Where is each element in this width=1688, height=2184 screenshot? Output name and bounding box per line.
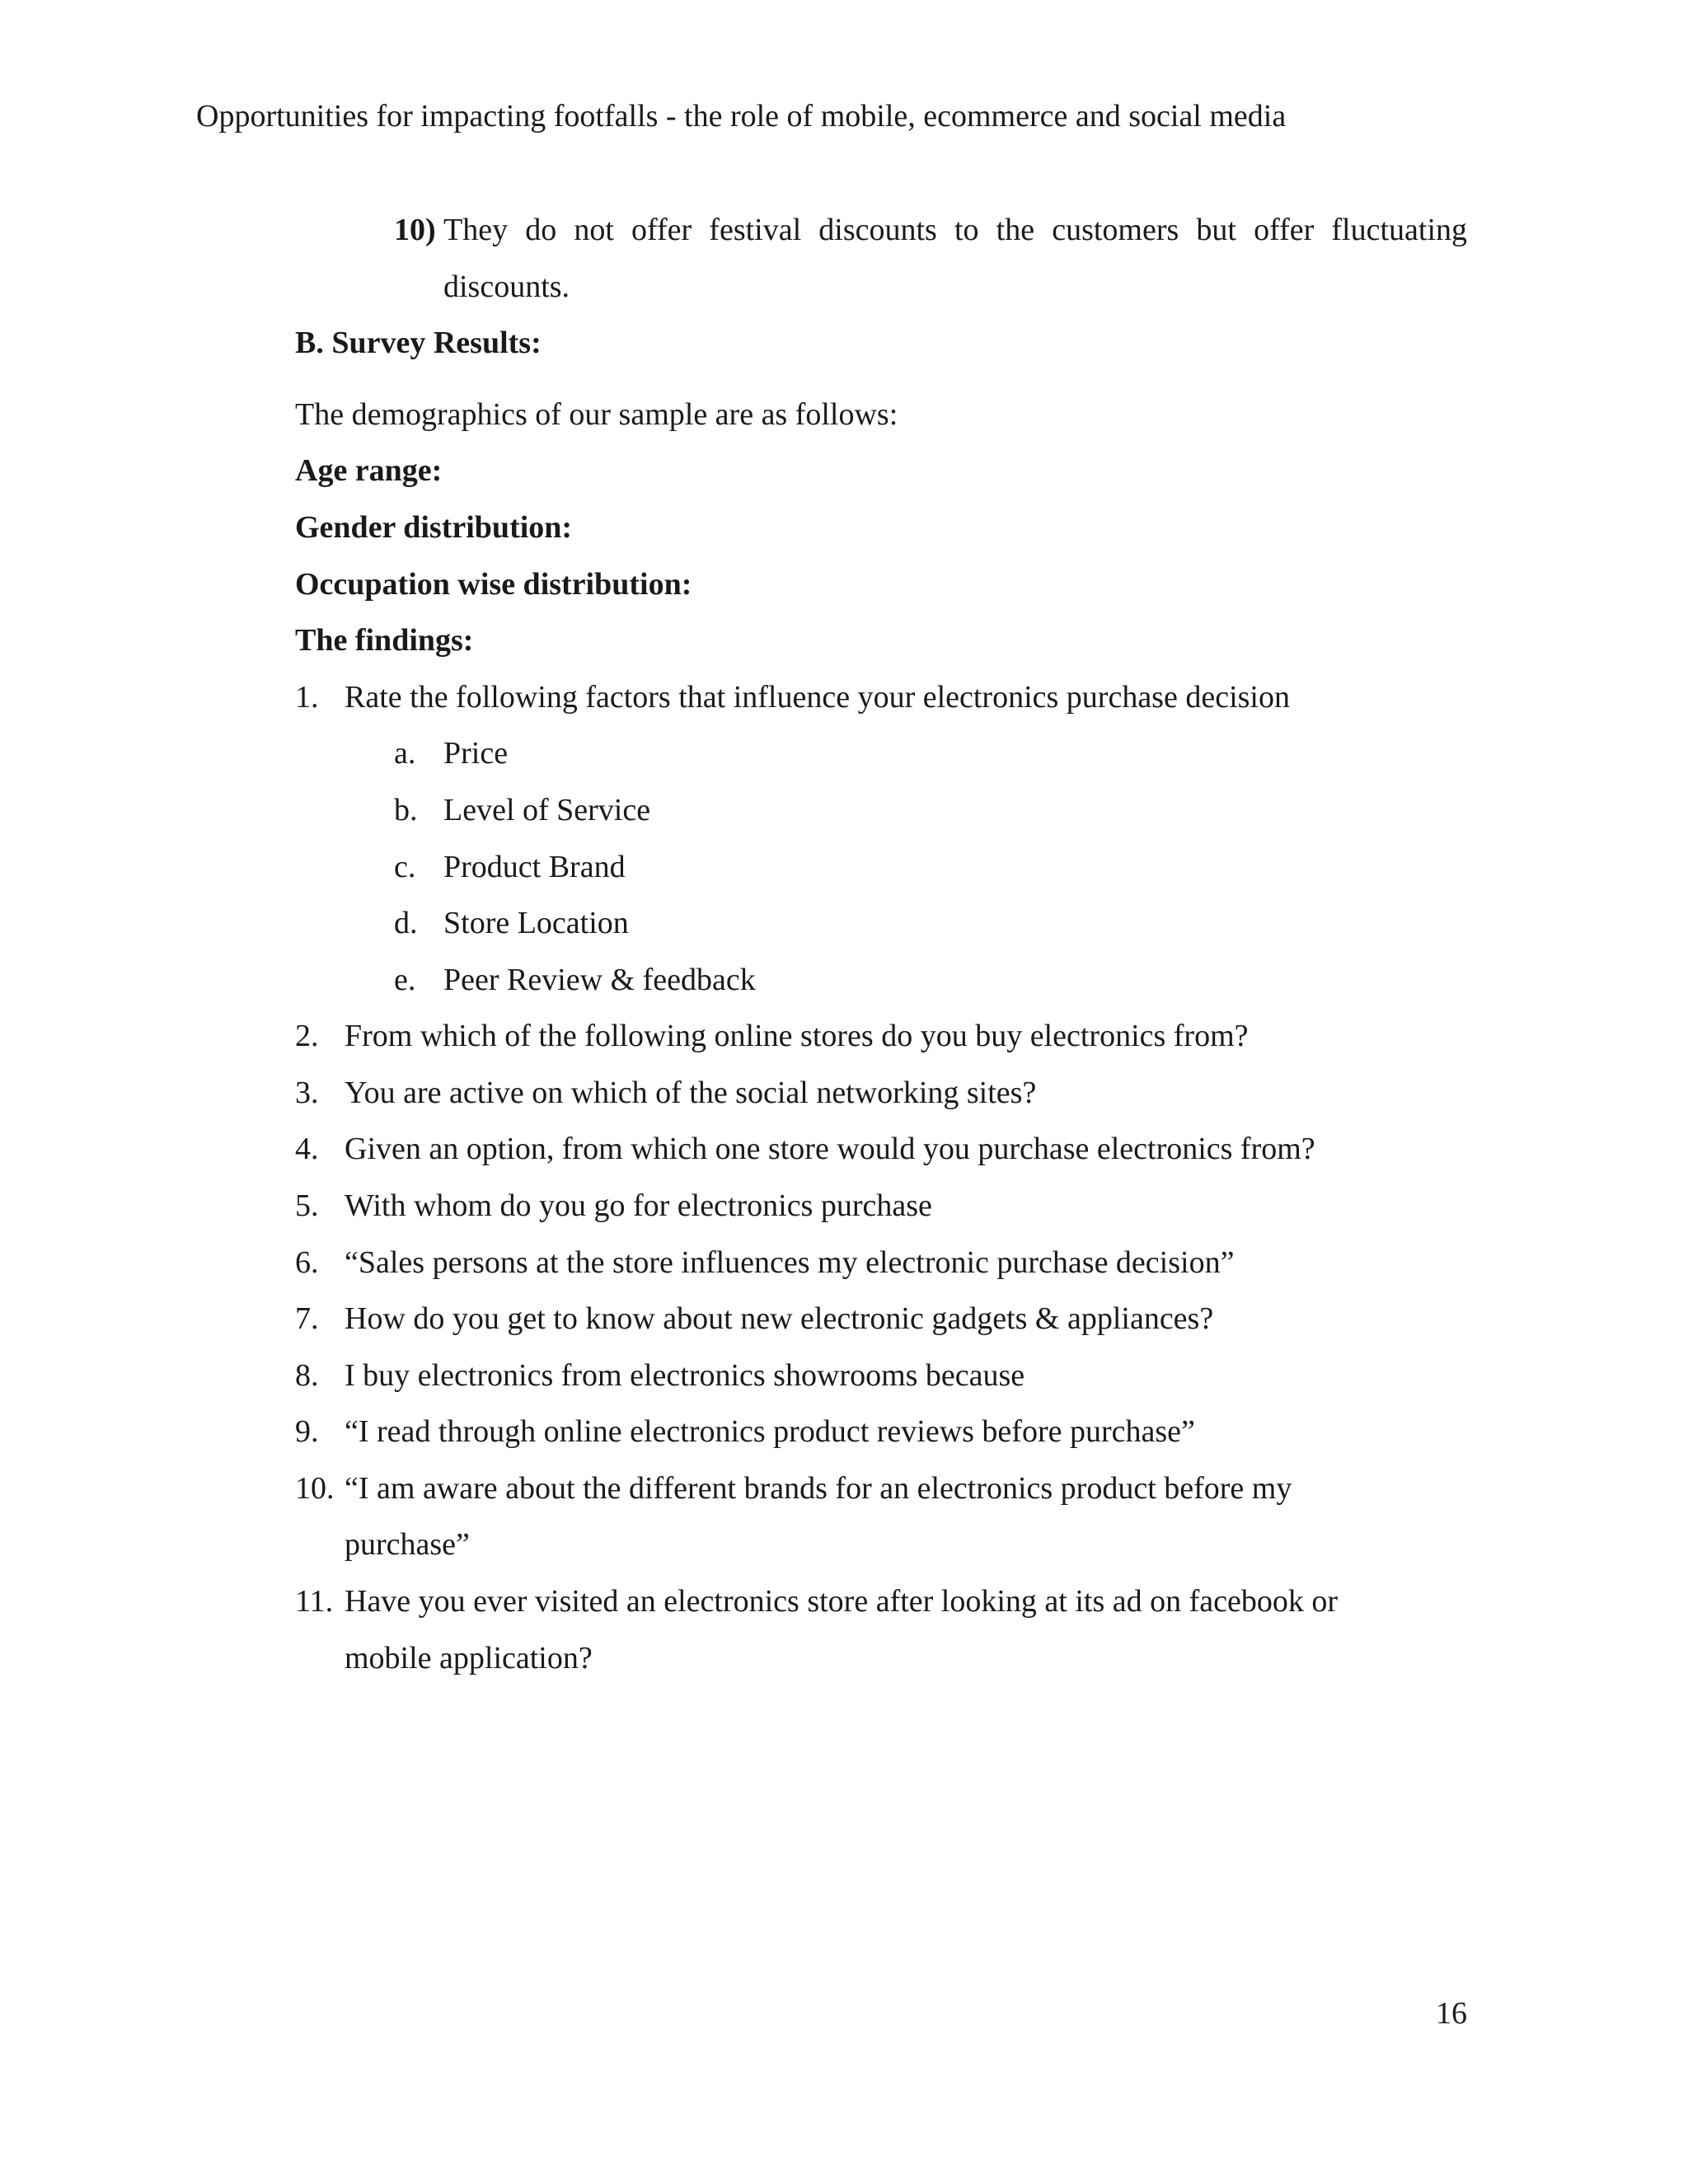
factor-text: Product Brand [443, 850, 626, 884]
question-text: How do you get to know about new electronic gadgets & appliances? [345, 1301, 1214, 1336]
running-header: Opportunities for impacting footfalls - the role of mobile, ecommerce and social media [196, 99, 1287, 134]
factor-letter: c. [394, 850, 416, 884]
question-text: Have you ever visited an electronics store after looking at its ad on facebook or [345, 1584, 1339, 1619]
factor-letter: b. [394, 793, 418, 827]
question-text: From which of the following online stores do you buy electronics from? [345, 1019, 1249, 1053]
intro-item-number: 10) [394, 213, 436, 247]
intro-item-line-2: discounts. [443, 269, 570, 304]
factor-letter: a. [394, 736, 416, 771]
label-findings: The findings: [295, 623, 474, 658]
section-heading: B. Survey Results: [295, 326, 542, 360]
page-number: 16 [1436, 1996, 1467, 2031]
factor-letter: e. [394, 963, 416, 997]
intro-item-line-1: They do not offer festival discounts to the customers but offer fluctuating [443, 213, 1467, 247]
label-age-range: Age range: [295, 453, 443, 488]
question-text: I buy electronics from electronics showrooms because [345, 1358, 1025, 1393]
question-number: 1. [295, 680, 319, 715]
question-number: 4. [295, 1132, 319, 1166]
question-text: “I read through online electronics product reviews before purchase” [345, 1414, 1195, 1449]
question-text-continued: purchase” [345, 1527, 470, 1562]
factor-text: Peer Review & feedback [443, 963, 756, 997]
question-number: 2. [295, 1019, 319, 1053]
factor-text: Level of Service [443, 793, 651, 827]
section-intro: The demographics of our sample are as follows: [295, 397, 898, 432]
label-occupation-distribution: Occupation wise distribution: [295, 567, 692, 602]
factor-letter: d. [394, 906, 418, 940]
question-number: 5. [295, 1188, 319, 1223]
question-text-continued: mobile application? [345, 1641, 593, 1675]
question-number: 9. [295, 1414, 319, 1449]
factor-text: Store Location [443, 906, 629, 940]
question-number: 3. [295, 1076, 319, 1110]
question-text: With whom do you go for electronics purchase [345, 1188, 932, 1223]
question-text: Rate the following factors that influence your electronics purchase decision [345, 680, 1290, 715]
question-text: “I am aware about the different brands for an electronics product before my [345, 1471, 1292, 1506]
question-text: You are active on which of the social networking sites? [345, 1076, 1037, 1110]
factor-text: Price [443, 736, 509, 771]
question-text: Given an option, from which one store would you purchase electronics from? [345, 1132, 1315, 1166]
question-text: “Sales persons at the store influences my electronic purchase decision” [345, 1245, 1235, 1280]
question-number: 11. [295, 1584, 334, 1619]
question-number: 8. [295, 1358, 319, 1393]
label-gender-distribution: Gender distribution: [295, 510, 573, 545]
question-number: 7. [295, 1301, 319, 1336]
question-number: 6. [295, 1245, 319, 1280]
question-number: 10. [295, 1471, 335, 1506]
